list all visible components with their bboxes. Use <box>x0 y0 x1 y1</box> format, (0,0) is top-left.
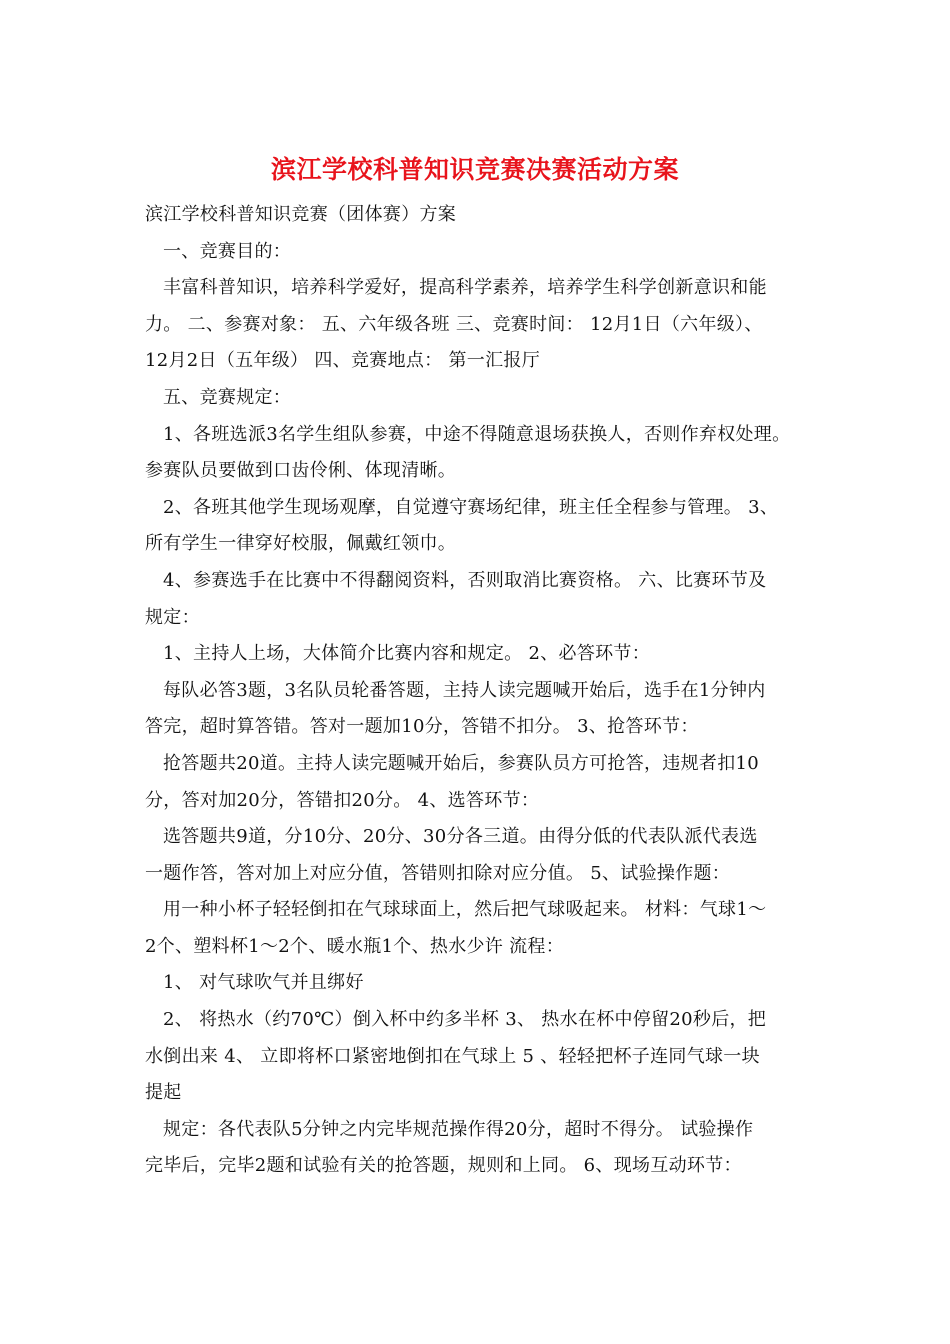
section-heading: 一、竞赛目的： <box>163 240 292 262</box>
paragraph-line: 用一种小杯子轻轻倒扣在气球球面上，然后把气球吸起来。 材料：气球1～ <box>163 899 767 921</box>
paragraph-line: 2、各班其他学生现场观摩，自觉遵守赛场纪律，班主任全程参与管理。 3、 <box>163 496 779 518</box>
paragraph-line: 完毕后，完毕2题和试验有关的抢答题，规则和上同。 6、现场互动环节： <box>145 1155 742 1177</box>
document-body <box>145 197 825 1185</box>
paragraph-line: 一题作答，答对加上对应分值，答错则扣除对应分值。 5、试验操作题： <box>145 862 731 884</box>
paragraph-line: 提起 <box>145 1082 182 1104</box>
paragraph-line: 每队必答3题，3名队员轮番答题，主持人读完题喊开始后，选手在1分钟内 <box>163 679 766 701</box>
paragraph-line: 水倒出来 4、 立即将杯口紧密地倒扣在气球上 5 、轻轻把杯子连同气球一块 <box>145 1045 760 1067</box>
paragraph-line: 2、 将热水（约70℃）倒入杯中约多半杯 3、 热水在杯中停留20秒后，把 <box>163 1009 767 1031</box>
paragraph-line: 2个、塑料杯1～2个、暖水瓶1个、热水少许 流程： <box>145 935 565 957</box>
paragraph-line: 12月2日（五年级） 四、竞赛地点： 第一汇报厅 <box>145 350 540 372</box>
paragraph-line: 分，答对加20分，答错扣20分。 4、选答环节： <box>145 789 540 811</box>
paragraph-line: 答完，超时算答错。答对一题加10分，答错不扣分。 3、抢答环节： <box>145 716 699 738</box>
paragraph-line: 1、各班选派3名学生组队参赛，中途不得随意退场获换人，否则作弃权处理。 <box>163 423 791 445</box>
paragraph-line: 规定： <box>145 606 200 628</box>
paragraph-line: 4、参赛选手在比赛中不得翻阅资料，否则取消比赛资格。 六、比赛环节及 <box>163 569 767 591</box>
paragraph-line: 丰富科普知识，培养科学爱好，提高科学素养，培养学生科学创新意识和能 <box>163 277 767 299</box>
paragraph-line: 抢答题共20道。主持人读完题喊开始后，参赛队员方可抢答，违规者扣10 <box>163 752 760 774</box>
paragraph-line: 参赛队员要做到口齿伶俐、体现清晰。 <box>145 460 457 482</box>
paragraph-line: 所有学生一律穿好校服，佩戴红领巾。 <box>145 533 457 555</box>
paragraph-line: 1、 对气球吹气并且绑好 <box>163 972 364 994</box>
paragraph-line: 1、主持人上场，大体简介比赛内容和规定。 2、必答环节： <box>163 643 651 665</box>
document-title: 滨江学校科普知识竞赛决赛活动方案 <box>270 155 679 184</box>
paragraph-line: 力。 二、参赛对象： 五、六年级各班 三、竞赛时间： 12月1日（六年级）、 <box>145 313 763 335</box>
section-heading: 五、竞赛规定： <box>163 386 292 408</box>
paragraph-line: 选答题共9道，分10分、20分、30分各三道。由得分低的代表队派代表选 <box>163 826 758 848</box>
paragraph-line: 规定：各代表队5分钟之内完毕规范操作得20分，超时不得分。 试验操作 <box>163 1118 754 1140</box>
subtitle-line: 滨江学校科普知识竞赛（团体赛）方案 <box>145 204 457 225</box>
